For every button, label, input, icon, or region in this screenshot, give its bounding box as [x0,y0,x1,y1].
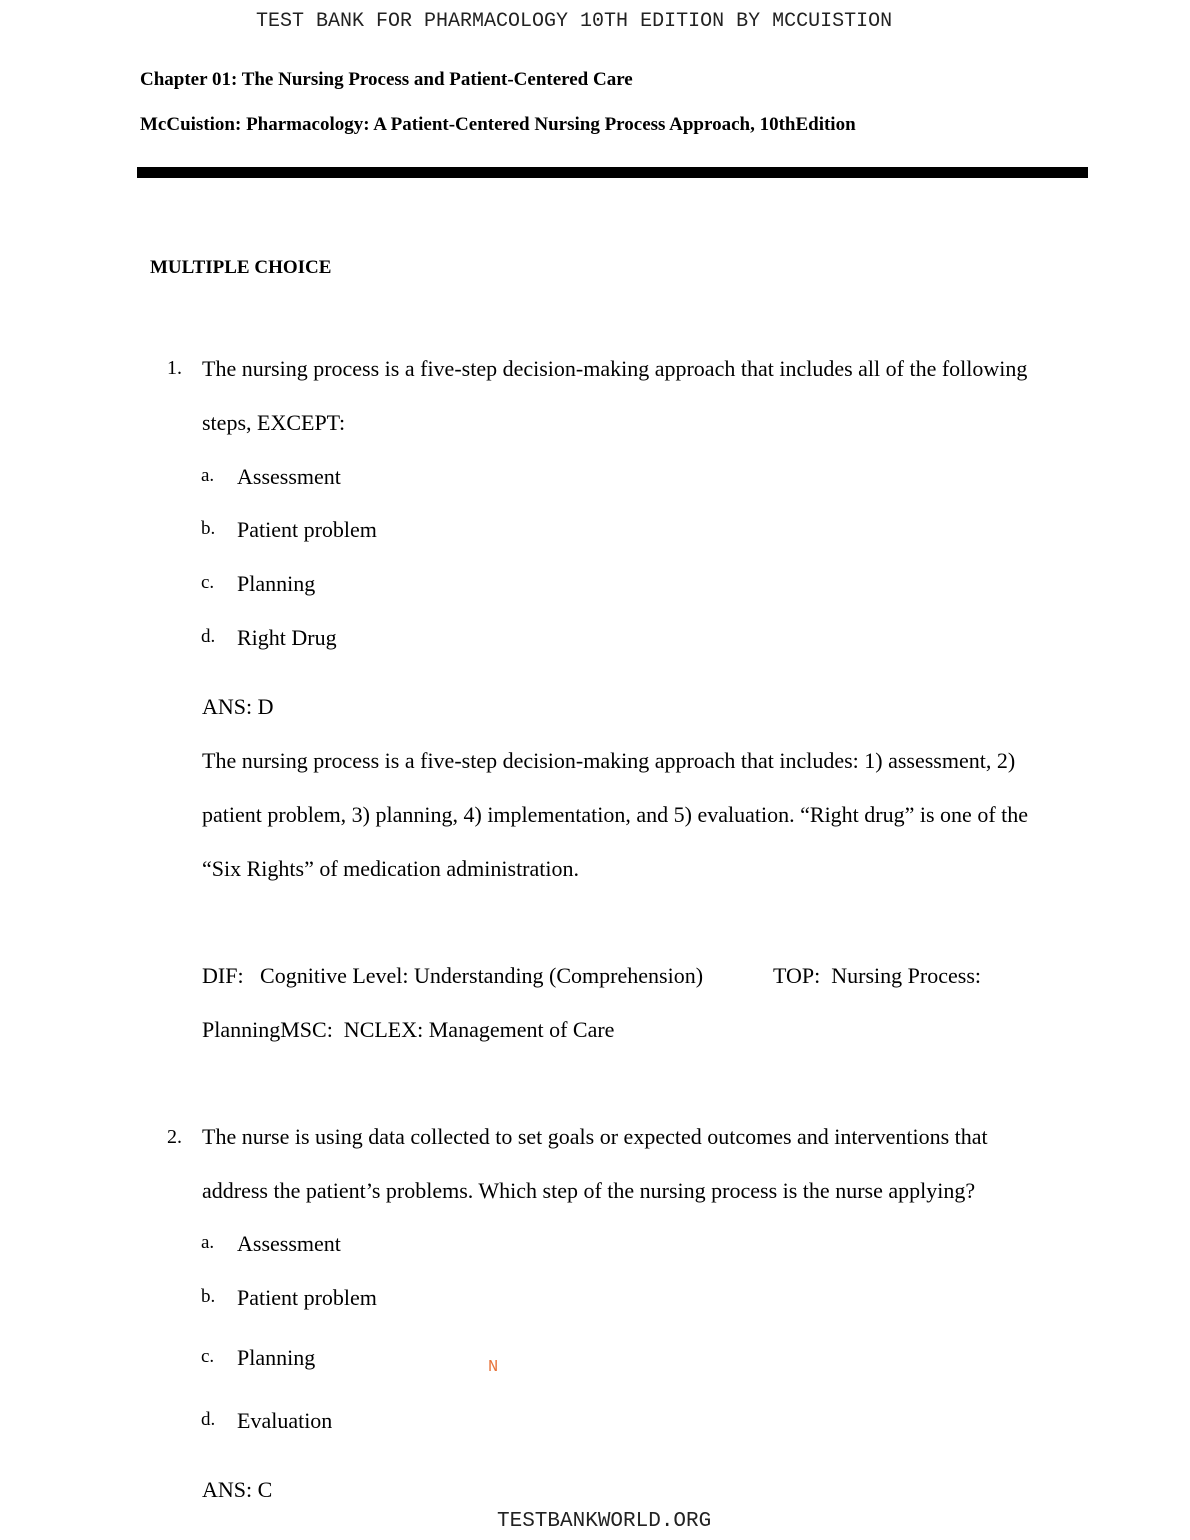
top-watermark: TEST BANK FOR PHARMACOLOGY 10TH EDITION BY MCCUISTION [256,10,893,33]
question-number: 1. [167,357,182,379]
option-letter: c. [201,572,215,593]
answer: ANS: D [202,694,274,719]
option-text: Planning [237,1345,316,1370]
option-letter: a. [201,1232,215,1253]
rationale: patient problem, 3) planning, 4) implementation, and 5) evaluation. “Right drug” is one of the [202,802,1029,827]
topic: TOP: Nursing Process: [773,963,981,988]
option-text: Assessment [237,464,341,489]
option-letter: d. [201,626,216,647]
option-letter: b. [201,518,216,539]
question-stem: The nurse is using data collected to set goals or expected outcomes and interventions that [202,1124,988,1149]
option-letter: b. [201,1286,216,1307]
section-heading: MULTIPLE CHOICE [150,257,332,278]
header-divider [137,167,1088,178]
question-stem: The nursing process is a five-step decision-making approach that includes all of the following [202,356,1028,381]
question-stem: steps, EXCEPT: [202,410,346,435]
question-stem: address the patient’s problems. Which step of the nursing process is the nurse applying? [202,1178,976,1203]
msc: PlanningMSC: NCLEX: Management of Care [202,1017,615,1042]
option-text: Patient problem [237,1285,377,1310]
option-letter: a. [201,465,215,486]
option-text: Evaluation [237,1408,333,1433]
rationale: “Six Rights” of medication administration. [202,856,579,881]
question-number: 2. [167,1126,182,1148]
difficulty: DIF: Cognitive Level: Understanding (Comprehension) [202,963,704,988]
rationale: The nursing process is a five-step decision-making approach that includes: 1) assessment, 2) [202,748,1016,773]
option-text: Right Drug [237,625,337,650]
option-letter: c. [201,1346,215,1367]
option-text: Assessment [237,1231,341,1256]
stray-mark: N [488,1358,499,1377]
option-text: Patient problem [237,517,377,542]
bottom-watermark: TESTBANKWORLD.ORG [497,1510,712,1533]
option-text: Planning [237,571,316,596]
answer: ANS: C [202,1477,273,1502]
book-title: McCuistion: Pharmacology: A Patient-Centered Nursing Process Approach, 10thEdition [140,114,856,135]
chapter-title: Chapter 01: The Nursing Process and Patient-Centered Care [140,69,633,90]
option-letter: d. [201,1409,216,1430]
